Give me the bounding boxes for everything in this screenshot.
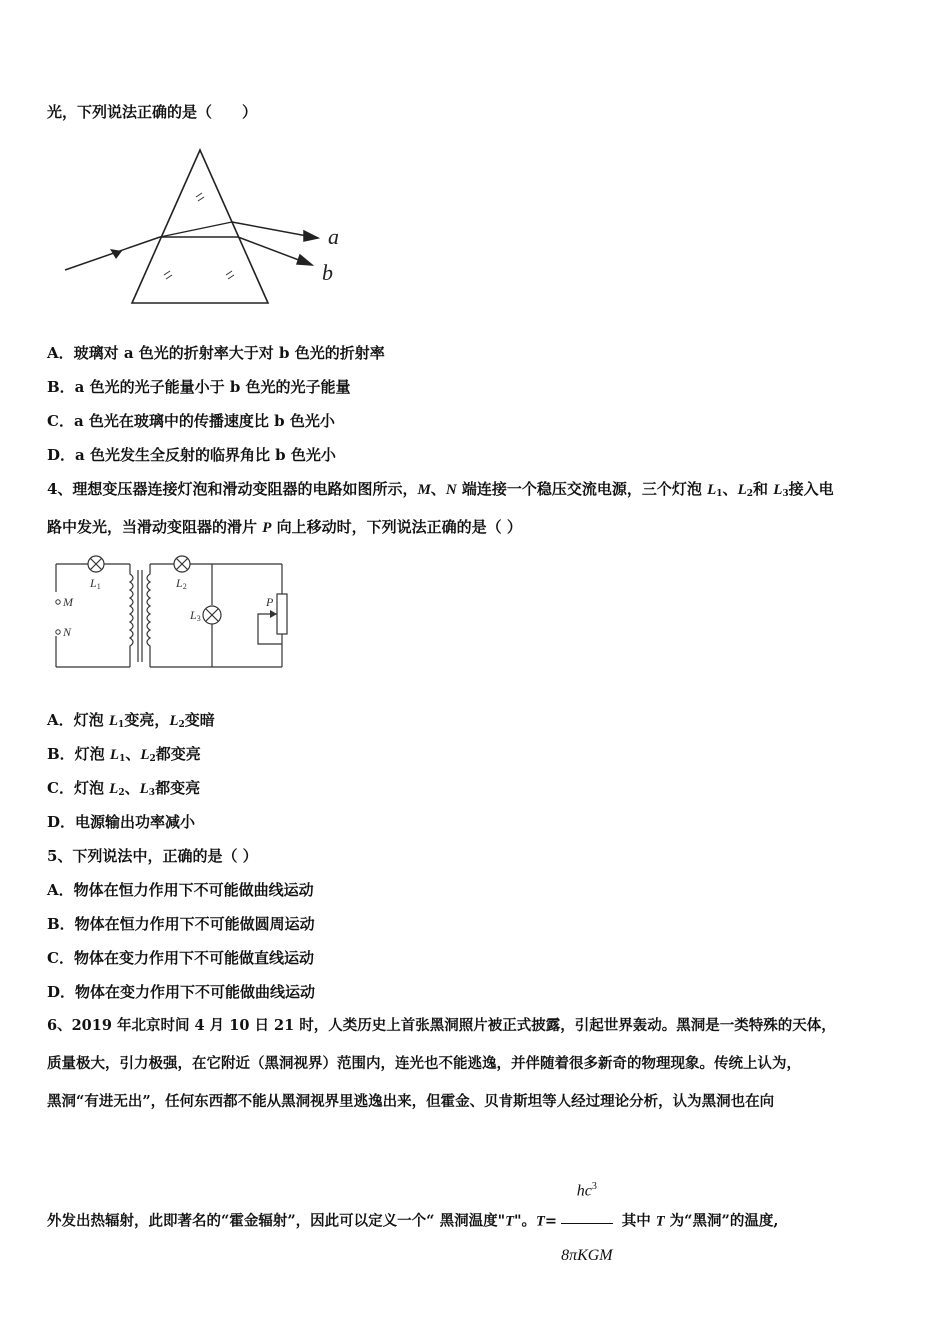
q3-option-c: C．a 色光在玻璃中的传播速度比 b 色光小: [47, 412, 335, 430]
q3-option-b: B．a 色光的光子能量小于 b 色光的光子能量: [47, 378, 351, 396]
hawking-temperature-formula: $\frac{hc^3}{\text{8πKGM}}$: [561, 1157, 613, 1286]
prism-triangle: [132, 150, 268, 303]
q5-option-d: D．物体在变力作用下不可能做曲线运动: [47, 983, 316, 1001]
q5-option-c: C．物体在变力作用下不可能做直线运动: [47, 949, 314, 967]
q5-stem: 5、下列说法中，正确的是（ ）: [47, 847, 258, 865]
q4-option-a: A．灯泡 $L_1$变亮，$L_2$变暗: [47, 711, 215, 730]
terminal-M: [56, 600, 60, 604]
slider-arrow: [270, 610, 277, 618]
q6-line4: 外发出热辐射，此即著名的“霍金辐射”，因此可以定义一个“ 黑洞温度"T"。T= $\frac{hc^3}{\text{8πKGM}}$ 其中 T 为“黑洞”的温度,: [47, 1157, 778, 1286]
q3-stem: 光，下列说法正确的是（ ）: [47, 103, 258, 121]
label-L2: L2: [176, 576, 187, 591]
label-b: b: [322, 260, 333, 285]
q5-option-a: A．物体在恒力作用下不可能做曲线运动: [47, 881, 314, 899]
transformer-circuit-figure: [44, 552, 294, 674]
q4-stem-line2: 路中发光，当滑动变阻器的滑片 P 向上移动时，下列说法正确的是（ ）: [47, 518, 522, 536]
rheostat: [277, 594, 287, 634]
q6-line3: 黑洞“有进无出”，任何东西都不能从黑洞视界里逃逸出来，但霍金、贝肯斯坦等人经过理论分析，认为黑洞也在向: [47, 1093, 775, 1110]
q5-option-b: B．物体在恒力作用下不可能做圆周运动: [47, 915, 315, 933]
q4-option-d: D．电源输出功率减小: [47, 813, 196, 831]
q4-option-b: B．灯泡 $L_1$、$L_2$都变亮: [47, 745, 201, 764]
q3-option-a: A．玻璃对 a 色光的折射率大于对 b 色光的折射率: [47, 344, 385, 362]
q6-line1: 6、2019 年北京时间 4 月 10 日 21 时，人类历史上首张黑洞照片被正式披露，引起世界轰动。黑洞是一类特殊的天体，: [47, 1017, 836, 1034]
rheostat-slider: [258, 614, 282, 644]
label-M: M: [63, 595, 73, 609]
refracted-ray-a: [160, 222, 232, 237]
label-L3: L3: [190, 608, 201, 623]
q3-option-d: D．a 色光发生全反射的临界角比 b 色光小: [47, 446, 336, 464]
exit-ray-a: [232, 222, 318, 241]
primary-coil: [130, 564, 133, 667]
prism-figure: [60, 145, 360, 305]
label-L1: L1: [90, 576, 101, 591]
label-a: a: [328, 224, 339, 249]
q6-line2: 质量极大，引力极强，在它附近（黑洞视界）范围内，连光也不能逃逸，并伴随着很多新奇的物理现象。传统上认为，: [47, 1055, 801, 1072]
label-P: P: [266, 595, 274, 609]
label-N: N: [63, 625, 72, 639]
q4-option-c: C．灯泡 $L_2$、$L_3$都变亮: [47, 779, 201, 798]
incident-ray: [65, 237, 160, 270]
secondary-coil: [147, 564, 150, 667]
q4-stem-line1: 4、理想变压器连接灯泡和滑动变阻器的电路如图所示，M、N 端连接一个稳压交流电源，三个灯泡 $L_1$、$L_2$和 $L_3$接入电: [47, 480, 834, 499]
terminal-N: [56, 630, 60, 634]
